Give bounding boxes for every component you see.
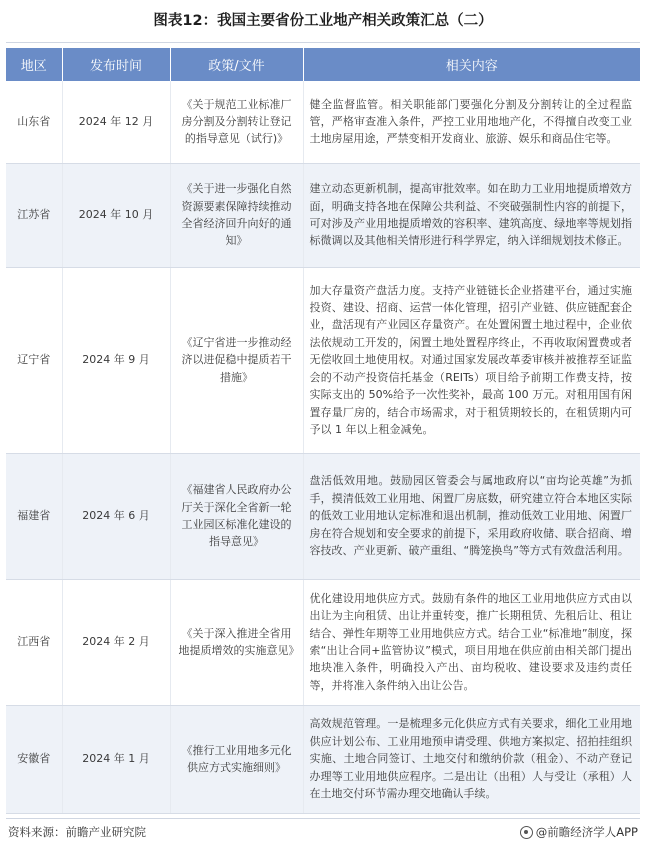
- brand-label: @前瞻经济学人APP: [535, 825, 638, 839]
- cell-region: 山东省: [6, 81, 62, 163]
- cell-region: 江苏省: [6, 163, 62, 267]
- source-note: 资料来源：前瞻产业研究院: [8, 825, 146, 839]
- cell-content: 加大存量资产盘活力度。支持产业链链长企业搭建平台，通过实施投资、建设、招商、运营一体化管理，招引产业链、供应链配套企业，盘活现有产业园区存量资产。在处置闲置土地过程中，企业依法依规动工开发的，闲置土地处置程序终止，不再收取闲置费或者无偿收回土地使用权。对通过国家发展改革委审核并被推荐至证监会的不动产投资信托基金（REITs）项目给予前期工作费支持，按实际支出的 50%给予一次性奖补，最高 100 万元。对租用国有闲置存量厂房的，结合市场需求，对于租赁期较长的，在租赁期内可予以 1 年以上租金减免。: [303, 267, 640, 453]
- cell-date: 2024 年 6 月: [62, 453, 170, 579]
- cell-date: 2024 年 9 月: [62, 267, 170, 453]
- title-divider: [6, 42, 640, 43]
- table-row: [6, 163, 640, 267]
- cell-region: 安徽省: [6, 705, 62, 813]
- header-content: 相关内容: [303, 48, 640, 81]
- cell-content: 健全监督监管。相关职能部门要强化分割及分割转让的全过程监管，严格审查准入条件，严控工业用地地产化，不得擅自改变工业土地房屋用途，严禁变相开发商业、旅游、娱乐和商品住宅等。: [303, 81, 640, 163]
- cell-date: 2024 年 2 月: [62, 579, 170, 705]
- header-doc: 政策/文件: [170, 48, 303, 81]
- cell-doc: 《关于深入推进全省用地提质增效的实施意见》: [170, 579, 303, 705]
- table-row: [6, 267, 640, 453]
- cell-content: 高效规范管理。一是梳理多元化供应方式有关要求，细化工业用地供应计划公布、工业用地预申请受理、供地方案拟定、招拍挂组织实施、土地合同签订、土地交付和缴纳价款（租金）、不动产登记办理等工业用地供应程序。二是出让（出租）人与受让（承租）人在土地交付环节需办理交地确认手续。: [303, 705, 640, 813]
- cell-region: 江西省: [6, 579, 62, 705]
- cell-date: 2024 年 10 月: [62, 163, 170, 267]
- cell-doc: 《辽宁省进一步推动经济以进促稳中提质若干措施》: [170, 267, 303, 453]
- header-region: 地区: [6, 48, 62, 81]
- table-row: [6, 453, 640, 579]
- brand-credit: [520, 824, 638, 840]
- cell-content: 盘活低效用地。鼓励园区管委会与属地政府以“亩均论英雄”为抓手，摸清低效工业用地、闲置厂房底数，研究建立符合本地区实际的低效工业用地认定标准和退出机制，推动低效工业用地、闲置厂房在符合规划和安全要求的前提下，采用政府收储、联合招商、增容技改、产业更新、破产重组、“腾笼换鸟”等方式有效盘活利用。: [303, 453, 640, 579]
- cell-doc: 《关于规范工业标准厂房分割及分割转让登记的指导意见（试行)》: [170, 81, 303, 163]
- cell-region: 辽宁省: [6, 267, 62, 453]
- cell-doc: 《推行工业用地多元化供应方式实施细则》: [170, 705, 303, 813]
- cell-content: 建立动态更新机制，提高审批效率。如在助力工业用地提质增效方面，明确支持各地在保障公共利益、不突破强制性内容的前提下，可对涉及产业用地提质增效的容积率、建筑高度、绿地率等规划指标微调以及其他相关情形进行科学界定，纳入详细规划技术修正。: [303, 163, 640, 267]
- cell-date: 2024 年 12 月: [62, 81, 170, 163]
- table-header-row: [6, 48, 640, 81]
- policy-table: [6, 48, 640, 814]
- cell-doc: 《福建省人民政府办公厅关于深化全省新一轮工业园区标准化建设的指导意见》: [170, 453, 303, 579]
- table-row: [6, 81, 640, 163]
- header-date: 发布时间: [62, 48, 170, 81]
- cell-doc: 《关于进一步强化自然资源要素保障持续推动全省经济回升向好的通知》: [170, 163, 303, 267]
- page-title: 图表12：我国主要省份工业地产相关政策汇总（二）: [153, 13, 493, 29]
- table-row: [6, 579, 640, 705]
- eye-logo-icon: [520, 826, 533, 839]
- cell-region: 福建省: [6, 453, 62, 579]
- footer-divider: [6, 818, 640, 819]
- cell-content: 优化建设用地供应方式。鼓励有条件的地区工业用地供应方式由以出让为主向租赁、出让并重转变，推广长期租赁、先租后让、租让结合、弹性年期等工业用地供应方式。结合工业“标准地”制度，探索“出让合同+监管协议”模式，项目用地在供应前由相关部门提出地块准入条件，明确投入产出、亩均税收、建设要求及违约责任等，并将准入条件纳入出让公告。: [303, 579, 640, 705]
- cell-date: 2024 年 1 月: [62, 705, 170, 813]
- table-row: [6, 705, 640, 813]
